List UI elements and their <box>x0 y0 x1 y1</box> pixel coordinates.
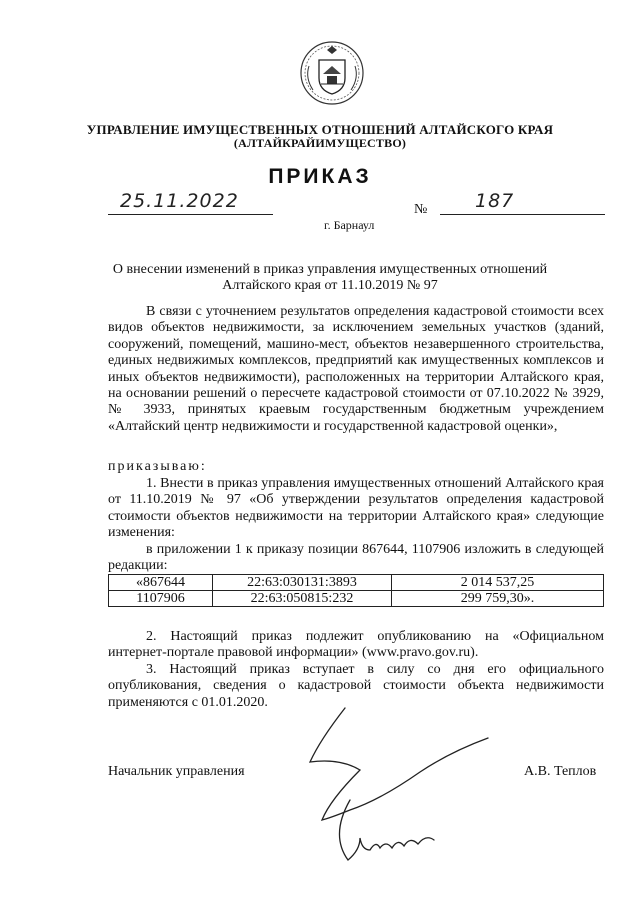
cadastral-table <box>108 574 604 607</box>
item-3-paragraph: 3. Настоящий приказ вступает в силу со дня его официального опубликования, сведения о кадастровой стоимости объекта недвижимости применяются с 01.01.2020. <box>108 662 604 710</box>
signatory-position: Начальник управления <box>108 764 245 779</box>
table-cell-cadastral-number: 22:63:030131:3893 <box>213 575 392 591</box>
document-title: ПРИКАЗ <box>268 165 372 188</box>
document-number: 187 <box>475 190 515 212</box>
table-cell-position: «867644 <box>109 575 213 591</box>
table-row <box>109 575 604 591</box>
order-word: приказываю: <box>108 459 207 474</box>
table-cell-position: 1107906 <box>109 591 213 607</box>
document-subject: О внесении изменений в приказ управления имущественных отношений Алтайского края от 11.10.2019 № 97 <box>112 262 548 293</box>
signatory-name: А.В. Теплов <box>524 764 597 779</box>
coat-of-arms-emblem <box>297 38 367 108</box>
table-cell-value: 2 014 537,25 <box>392 575 604 591</box>
table-cell-value: 299 759,30». <box>392 591 604 607</box>
document-date: 25.11.2022 <box>120 190 239 212</box>
organization-short-name: (АЛТАЙКРАЙИМУЩЕСТВО) <box>233 136 407 150</box>
date-underline <box>108 210 273 215</box>
organization-name: УПРАВЛЕНИЕ ИМУЩЕСТВЕННЫХ ОТНОШЕНИЙ АЛТАЙСКОГО КРАЯ <box>86 122 554 137</box>
handwritten-signature <box>300 700 540 870</box>
table-cell-cadastral-number: 22:63:050815:232 <box>213 591 392 607</box>
number-underline <box>440 210 605 215</box>
item-2-paragraph: 2. Настоящий приказ подлежит опубликованию на «Официальном интернет-портале правовой информации» (www.pravo.gov.ru). <box>108 629 604 661</box>
preamble-paragraph: В связи с уточнением результатов определения кадастровой стоимости всех видов объектов недвижимости, за исключением земельных участков (зданий, сооружений, помещений, машино-мест, объектов незавершенного строительства, единых недвижимых комплексов, предприятий как имущественных комплексов и иных объектов недвижимости), расположенных на территории Алтайского края, на основании решений о пересчете кадастровой стоимости от 07.10.2022 № 3929, № 3933, принятых краевым государственным бюджетным учреждением «Алтайский центр недвижимости и государственной кадастровой оценки», <box>108 304 604 434</box>
table-row <box>109 591 604 607</box>
item-1-paragraph: 1. Внести в приказ управления имущественных отношений Алтайского края от 11.10.2019 № 97 «Об утверждении результатов определения кадастровой стоимости объектов недвижимости на территории Алтайского края» следующие изменения: <box>108 476 604 541</box>
city: г. Барнаул <box>324 218 375 232</box>
item-1-sub-paragraph: в приложении 1 к приказу позиции 867644, 1107906 изложить в следующей редакции: <box>108 542 604 574</box>
number-sign: № <box>414 202 428 217</box>
